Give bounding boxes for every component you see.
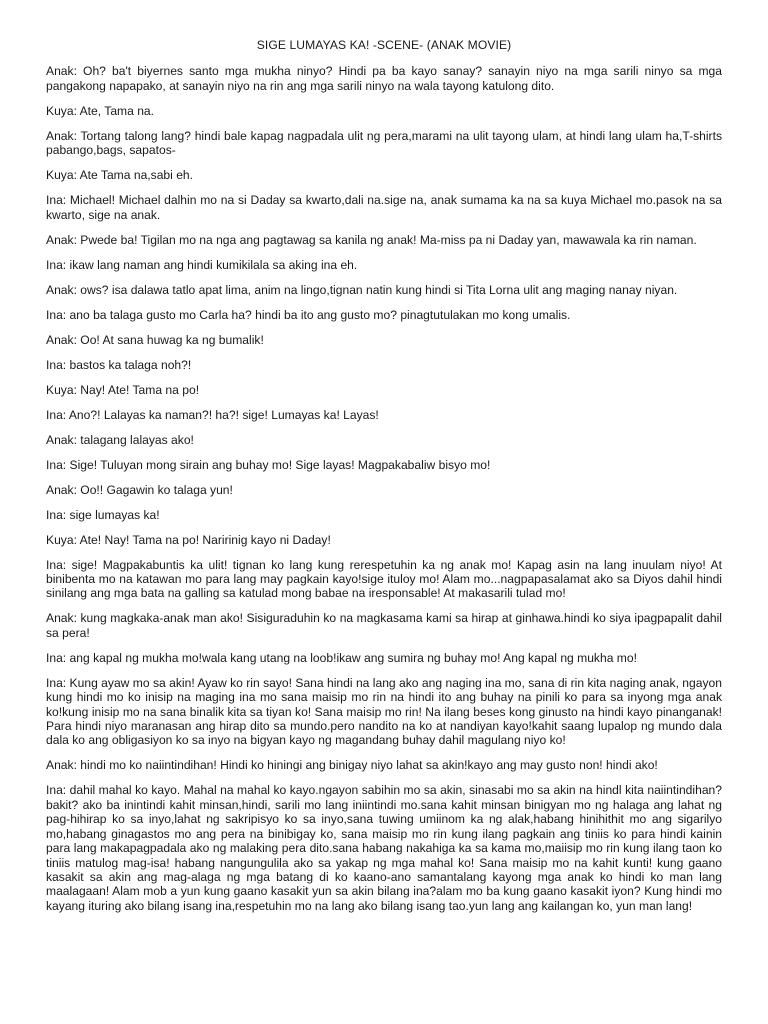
dialogue-paragraph: Anak: Oo! At sana huwag ka ng bumalik! — [46, 332, 264, 347]
document-title: SIGE LUMAYAS KA! -SCENE- (ANAK MOVIE) — [256, 38, 512, 52]
dialogue-paragraph: Ina: sige lumayas ka! — [46, 507, 160, 522]
document-page — [46, 38, 722, 1018]
dialogue-paragraph: Ina: Ano?! Lalayas ka naman?! ha?! sige! Lumayas ka! Layas! — [46, 407, 379, 422]
dialogue-paragraph: Anak: hindi mo ko naiintindihan! Hindi ko hiningi ang binigay niyo lahat sa akin!kayo ang may gusto non! hindi ako! — [46, 758, 658, 773]
script-body — [46, 64, 722, 913]
dialogue-paragraph: Kuya: Ate Tama na,sabi eh. — [46, 168, 194, 183]
dialogue-paragraph: Ina: ikaw lang naman ang hindi kumikilala sa aking ina eh. — [46, 257, 358, 272]
dialogue-paragraph: Kuya: Ate! Nay! Tama na po! Naririnig kayo ni Daday! — [46, 532, 331, 547]
dialogue-paragraph: Anak: Oo!! Gagawin ko talaga yun! — [46, 482, 233, 497]
dialogue-paragraph: Ina: ang kapal ng mukha mo!wala kang utang na loob!ikaw ang sumira ng buhay mo! Ang kapal ng mukha mo! — [46, 650, 637, 665]
dialogue-paragraph: Ina: bastos ka talaga noh?! — [46, 357, 192, 372]
dialogue-paragraph: Anak: talagang lalayas ako! — [46, 432, 194, 447]
dialogue-paragraph: Ina: Sige! Tuluyan mong sirain ang buhay mo! Sige layas! Magpakabaliw bisyo mo! — [46, 457, 491, 472]
dialogue-paragraph: Anak: ows? isa dalawa tatlo apat lima, anim na lingo,tignan natin kung hindi si Tita Lorna ulit ang maging nanay niyan. — [46, 282, 678, 297]
dialogue-paragraph: Kuya: Nay! Ate! Tama na po! — [46, 382, 200, 397]
dialogue-paragraph: Anak: Oh? ba't biyernes santo mga mukha ninyo? Hindi pa ba kayo sanay? sanayin niyo na mga sarili ninyo sa mga pangakong napapako, at sanayin niyo na rin ang mga sarili ninyo na wala tayong katulong dito. — [46, 64, 722, 93]
dialogue-paragraph: Anak: Pwede ba! Tigilan mo na nga ang pagtawag sa kanila ng anak! Ma-miss pa ni Daday yan, mawawala ka rin naman. — [46, 232, 697, 247]
dialogue-paragraph: Kuya: Ate, Tama na. — [46, 103, 155, 118]
dialogue-paragraph: Anak: Tortang talong lang? hindi bale kapag nagpadala ulit ng pera,marami na ulit tayong ulam, at hindi lang ulam ha,T-shirts pabango,bags, sapatos- — [46, 128, 722, 158]
dialogue-paragraph: Anak: kung magkaka-anak man ako! Sisiguraduhin ko na magkasama kami sa hirap at ginhawa.hindi ko siya ipagpapalit dahil sa pera! — [46, 611, 722, 640]
dialogue-paragraph: Ina: ano ba talaga gusto mo Carla ha? hindi ba ito ang gusto mo? pinagtutulakan mo kong umalis. — [46, 307, 571, 322]
dialogue-paragraph: Ina: Michael! Michael dalhin mo na si Daday sa kwarto,dali na.sige na, anak sumama ka na sa kuya Michael mo.pasok na sa kwarto, sige na anak. — [46, 193, 722, 222]
dialogue-paragraph: Ina: sige! Magpakabuntis ka ulit! tignan ko lang kung rerespetuhin ka ng anak mo! Kapag asin na lang inuulam niyo! At binibenta mo na katawan mo para lang may pagkain kayo!sige ituloy mo! Alam mo...nagpapasalamat ako sa Diyos dahil hindi sinilang ang mga bata na galling sa katulad mong babae na iresponsable! At makasarili tulad mo! — [46, 557, 722, 601]
dialogue-paragraph: Ina: Kung ayaw mo sa akin! Ayaw ko rin sayo! Sana hindi na lang ako ang naging ina mo, sana di rin kita naging anak, ngayon kung hindi mo ko inisip na maging ina mo sana maisip mo rin na hindi ito ang buhay na pinili ko para sa inyong mga anak ko!kung inisip mo na sana binalik kita sa tiyan ko! Sana maisip mo rin! Na ilang beses kong ginusto na hindi kayo pinanganak! Para hindi niyo maranasan ang hirap dito sa mundo.pero nandito na ko at nandiyan kayo!kahit saang lupalop ng mundo dala dala ko ang obligasiyon ko sa inyo na bigyan kayo ng magandang buhay dahil magulang niyo ko! — [46, 675, 722, 748]
dialogue-paragraph: Ina: dahil mahal ko kayo. Mahal na mahal ko kayo.ngayon sabihin mo sa akin, sinasabi mo sa akin na hindl kita naiintindihan?bakit? ako ba inintindi kahit minsan,hindi, sarili mo lang iniintindi mo.sana kahit minsan binigyan mo ng halaga ang lahat ng pag-hihirap ko sa inyo,lahat ng sakripisyo ko sa inyo,sana tuwing umiinom ka ng alak,habang hinihithit mo ang sigarilyo mo,habang ginagastos mo ang pera na binibigay ko, sana maisip mo rin kung ilang pagkain ang tiniis ko para hindi kainin para lang makapagpadala ako ng malaking pera dito.sana habang nakahiga ka sa kama mo,maiisip mo rin kung ilang taon ko tiniis matulog mag-isa! habang nangungulila ako sa yakap ng mga mahal ko! Sana maisip mo na kahit kunti! kung gaano kasakit sa akin ang mag-alaga ng mga batang di ko kaano-ano samantalang kayong mga anak ko hindi ko man lang maalagaan! Alam mob a yun kung gaano kasakit yun sa akin bilang ina?alam mo ba kung gaano kasakit iyon? Kung hindi mo kayang ituring ako bilang isang ina,respetuhin mo na lang ako bilang isang tao.yun lang ang kailangan ko, yun man lang! — [46, 783, 722, 913]
